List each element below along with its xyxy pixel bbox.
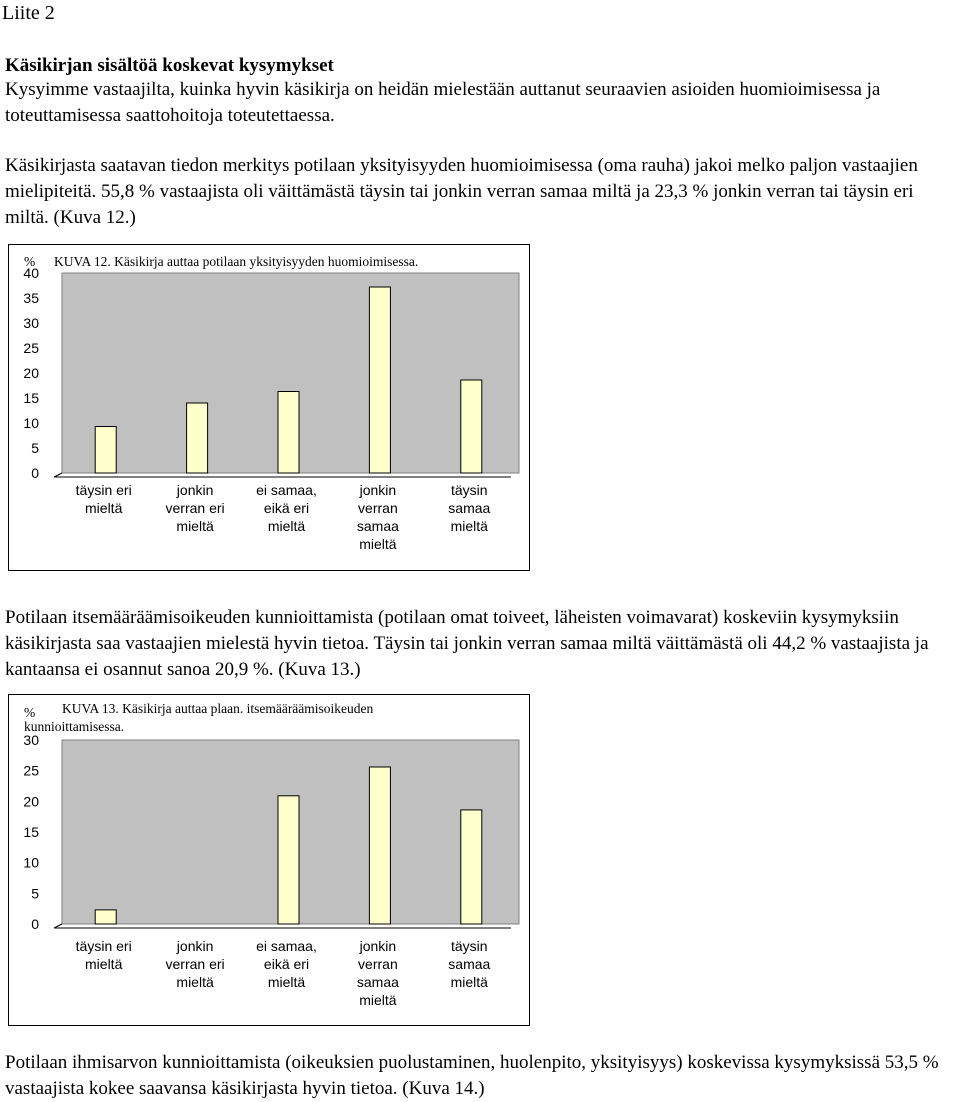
bar bbox=[278, 796, 299, 924]
y-tick-label: 25 bbox=[23, 340, 39, 356]
chart-kuva-13 bbox=[8, 694, 530, 1026]
x-category-label bbox=[357, 482, 399, 552]
x-category-label bbox=[166, 938, 225, 990]
x-category-label-line: verran eri bbox=[165, 956, 225, 972]
x-category-label-line: täysin bbox=[451, 482, 488, 498]
x-category-label bbox=[256, 938, 317, 990]
y-axis-unit: % bbox=[24, 254, 36, 269]
x-category-label bbox=[76, 938, 132, 972]
x-category-label-line: samaa bbox=[448, 500, 491, 516]
bar bbox=[369, 767, 390, 924]
y-tick-label: 35 bbox=[23, 290, 39, 306]
bar bbox=[461, 810, 482, 924]
x-category-label-line: eikä eri bbox=[263, 500, 310, 516]
y-tick-label: 40 bbox=[23, 265, 39, 281]
y-tick-label: 20 bbox=[23, 365, 39, 381]
x-category-label bbox=[76, 482, 132, 516]
x-category-label-line: ei samaa, bbox=[256, 938, 317, 954]
x-category-label-line: jonkin bbox=[176, 938, 214, 954]
axis-corner bbox=[54, 473, 62, 477]
bar bbox=[95, 910, 116, 924]
y-tick-label: 25 bbox=[23, 762, 39, 779]
x-category-label-line: mieltä bbox=[267, 518, 306, 534]
x-category-label-line: mieltä bbox=[450, 518, 488, 534]
y-tick-label: 0 bbox=[31, 465, 39, 481]
x-category-label-line: mieltä bbox=[85, 500, 123, 516]
x-category-label-line: mieltä bbox=[176, 518, 214, 534]
y-tick-label: 5 bbox=[31, 885, 39, 902]
y-tick-label: 15 bbox=[23, 824, 39, 840]
y-tick-label: 10 bbox=[23, 415, 39, 431]
intro-paragraph: Kysyimme vastaajilta, kuinka hyvin käsikirja on heidän mielestään auttanut seuraavien asioiden huomioimisessa ja toteuttamisessa saattohoitoja toteutettaessa. bbox=[5, 79, 881, 126]
bar bbox=[187, 403, 208, 473]
x-category-label-line: mieltä bbox=[176, 974, 214, 990]
bar bbox=[278, 392, 299, 474]
x-category-label-line: mieltä bbox=[450, 974, 488, 990]
x-category-label-line: mieltä bbox=[359, 536, 397, 552]
paragraph-kuva-12: Käsikirjasta saatavan tiedon merkitys potilaan yksityisyyden huomioimisessa (oma rauha) jakoi melko paljon vastaajien mielipiteitä. 55,8 % vastaajista oli väittämästä täysin tai jonkin verran samaa miltä ja 23,3 % jonkin verran tai täysin eri miltä. (Kuva 12.) bbox=[5, 155, 918, 228]
y-tick-label: 0 bbox=[31, 916, 39, 932]
section-title: Käsikirjan sisältöä koskevat kysymykset bbox=[5, 55, 334, 76]
y-tick-label: 30 bbox=[23, 315, 39, 331]
x-category-label bbox=[448, 938, 490, 990]
y-tick-label: 20 bbox=[23, 793, 39, 810]
axis-corner bbox=[54, 924, 62, 928]
x-category-label-line: mieltä bbox=[359, 992, 397, 1008]
y-tick-label: 15 bbox=[23, 390, 39, 406]
x-category-label-line: jonkin bbox=[359, 938, 397, 954]
chart-kuva-12-svg bbox=[9, 245, 529, 570]
y-tick-label: 30 bbox=[23, 732, 39, 748]
x-category-label bbox=[166, 482, 225, 534]
x-category-label-line: verran eri bbox=[165, 500, 225, 516]
x-category-label-line: täysin eri bbox=[75, 938, 132, 954]
x-category-label-line: samaa bbox=[356, 974, 399, 990]
x-category-label-line: mieltä bbox=[85, 956, 123, 972]
paragraph-kuva-14: Potilaan ihmisarvon kunnioittamista (oikeuksien puolustaminen, huolenpito, yksityisyys) koskevissa kysymyksissä 53,5 % vastaajista kokee saavansa käsikirjasta hyvin tietoa. (Kuva 14.) bbox=[5, 1052, 939, 1099]
x-category-label bbox=[357, 938, 399, 1008]
x-category-label-line: samaa bbox=[448, 956, 491, 972]
x-category-label-line: mieltä bbox=[267, 974, 306, 990]
bar bbox=[95, 427, 116, 474]
bar bbox=[461, 380, 482, 473]
x-category-label-line: jonkin bbox=[176, 482, 214, 498]
y-tick-label: 5 bbox=[31, 440, 39, 456]
x-category-label-line: verran bbox=[358, 956, 398, 972]
x-category-label-line: ei samaa, bbox=[256, 482, 317, 498]
page-header: Liite 2 bbox=[2, 2, 55, 24]
chart-kuva-13-svg bbox=[9, 695, 529, 1025]
x-category-label bbox=[448, 482, 490, 534]
y-tick-label: 10 bbox=[23, 854, 39, 871]
x-category-label-line: verran bbox=[358, 500, 398, 516]
x-category-label bbox=[256, 482, 317, 534]
bar bbox=[369, 287, 390, 473]
chart-kuva-12 bbox=[8, 244, 530, 571]
paragraph-kuva-13: Potilaan itsemääräämisoikeuden kunnioittamista (potilaan omat toiveet, läheisten voimavarat) koskeviin kysymyksiin käsikirjasta saa vastaajien mielestä hyvin tietoa. Täysin tai jonkin verran samaa miltä väittämästä oli 44,2 % vastaajista ja kantaansa ei osannut sanoa 20,9 %. (Kuva 13.) bbox=[5, 607, 929, 680]
x-category-label-line: jonkin bbox=[359, 482, 397, 498]
x-category-label-line: samaa bbox=[356, 518, 399, 534]
chart-caption-line-1: KUVA 13. Käsikirja auttaa plaan. itsemääräämisoikeuden bbox=[62, 701, 374, 716]
x-category-label-line: täysin bbox=[451, 938, 488, 954]
chart-caption-line-2: kunnioittamisessa. bbox=[24, 719, 125, 734]
chart-caption: KUVA 12. Käsikirja auttaa potilaan yksityisyyden huomioimisessa. bbox=[54, 254, 419, 269]
x-category-label-line: eikä eri bbox=[263, 956, 310, 972]
y-axis-unit: % bbox=[24, 705, 36, 720]
x-category-label-line: täysin eri bbox=[75, 482, 132, 498]
